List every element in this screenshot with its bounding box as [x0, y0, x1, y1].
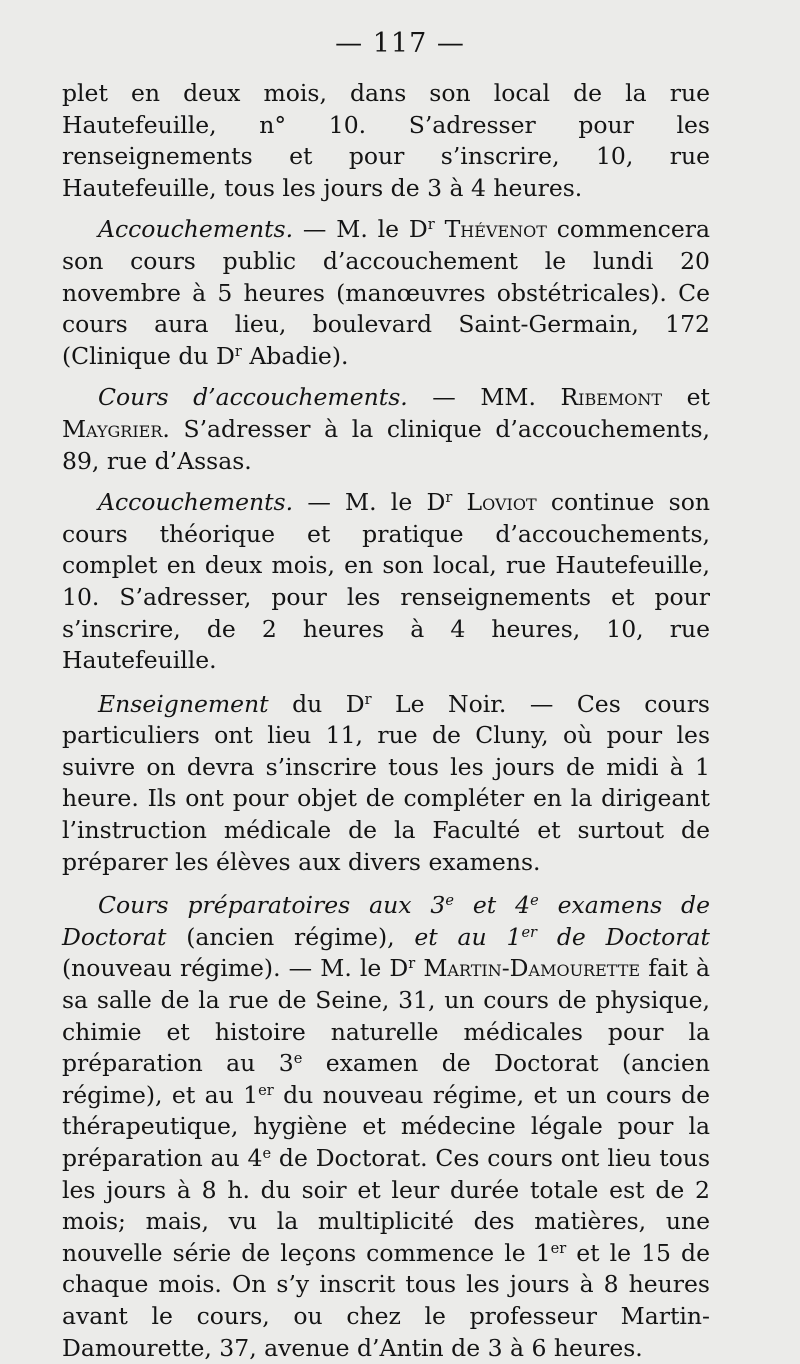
superscript: r — [408, 955, 416, 973]
superscript: er — [550, 1239, 567, 1257]
paragraph-text: et — [662, 383, 710, 412]
person-name: Loviot — [452, 488, 537, 517]
paragraph-heading: Enseignement — [98, 689, 269, 718]
paragraph-enseignement-le-noir — [62, 689, 710, 879]
paragraph-heading — [414, 923, 710, 951]
paragraph-text: et le 15 de chaque mois. On s’y inscrit tous les jours à 8 heures avant le cours, ou chez le professeur Martin-Damourette, 37, avenue d’Antin de 3 à 6 heures. — [62, 1238, 710, 1362]
paragraph-heading: Accouchements. — [98, 215, 294, 244]
heading-text: et 4 — [454, 891, 531, 920]
heading-text: examens de Doctorat — [62, 891, 711, 951]
paragraph-continuation — [62, 78, 710, 204]
paragraph-accouchements-loviot — [62, 487, 710, 677]
paragraph-text: examen de Doctorat (ancien régime), et au 1 — [62, 1049, 710, 1109]
person-name: Martin-Damourette — [415, 954, 641, 983]
paragraph-text: continue son cours théorique et pratique d’accouchements, complet en deux mois, en son local, rue Hautefeuille, 10. S’adresser, pour les renseignements et pour s’inscrire, de 2 heures à 4 heures, 10, rue Hautefeuille. — [62, 488, 711, 675]
paragraph-text: Abadie). — [241, 341, 349, 370]
superscript: r — [427, 216, 435, 234]
paragraph-text: commencera son cours public d’accouchement le lundi 20 novembre à 5 heures (manœuvres obstétricales). Ce cours aura lieu, boulevard Saint-Germain, 172 (Clinique du D — [62, 215, 710, 370]
paragraph-text: plet en deux mois, dans son local de la rue Hautefeuille, n° 10. S’adresser pour les renseignements et pour s’inscrire, 10, rue Hautefeuille, tous les jours de 3 à 4 heures. — [62, 79, 710, 202]
paragraph-text: du nouveau régime, et un cours de thérapeutique, hygiène et médecine légale pour la préparation au 4 — [62, 1080, 710, 1172]
paragraph-text: du D — [268, 689, 365, 718]
paragraph-cours-accouchements — [62, 382, 710, 477]
paragraph-text: — M. le D — [293, 215, 428, 244]
superscript: e — [262, 1145, 272, 1162]
paragraph-text: — M. le D — [293, 488, 446, 517]
superscript: r — [364, 690, 372, 708]
superscript: r — [445, 489, 453, 507]
person-name: Ribemont — [560, 383, 663, 412]
paragraph-heading: Accouchements. — [98, 488, 294, 517]
superscript: e — [293, 1050, 303, 1068]
paragraph-text: (ancien régime), — [166, 922, 415, 951]
heading-text: de Doctorat — [537, 922, 710, 951]
superscript: er — [521, 923, 538, 941]
person-name: Maygrier — [62, 414, 163, 443]
superscript: er — [258, 1081, 274, 1099]
superscript: e — [445, 892, 454, 910]
paragraph-cours-preparatoires — [62, 890, 710, 1364]
person-name: Thévenot — [434, 215, 547, 244]
paragraph-accouchements-thevenot — [62, 214, 710, 372]
page-number: — 117 — — [335, 28, 465, 59]
heading-text: Cours préparatoires aux 3 — [98, 891, 446, 920]
paragraph-text: de Doctorat. Ces cours ont lieu tous les jours à 8 h. du soir et leur durée totale est de 2 mois; mais, vu la multiplicité des matières, une nouvelle série de leçons commence le 1 — [62, 1144, 711, 1267]
paragraph-text: Le Noir. — Ces cours particuliers ont lieu 11, rue de Cluny, où pour les suivre on devra s’inscrire tous les jours de midi à 1 heure. Ils ont pour objet de compléter en la dirigeant l’instruction médicale de la Faculté et surtout de préparer les élèves aux divers examens. — [62, 689, 710, 876]
paragraph-text: fait à sa salle de la rue de Seine, 31, un cours de physique, chimie et histoire naturelle médicales pour la préparation au 3 — [62, 954, 711, 1078]
superscript: r — [234, 342, 242, 360]
superscript: e — [530, 892, 539, 910]
paragraph-heading: Cours d’accouchements. — [98, 383, 408, 412]
paragraph-text: (nouveau régime). — M. le D — [62, 954, 409, 983]
page-body — [62, 78, 710, 1364]
heading-text: et au 1 — [414, 922, 522, 951]
paragraph-text: . S’adresser à la clinique d’accouchements, 89, rue d’Assas. — [62, 414, 710, 475]
paragraph-text: — MM. — [407, 383, 561, 412]
